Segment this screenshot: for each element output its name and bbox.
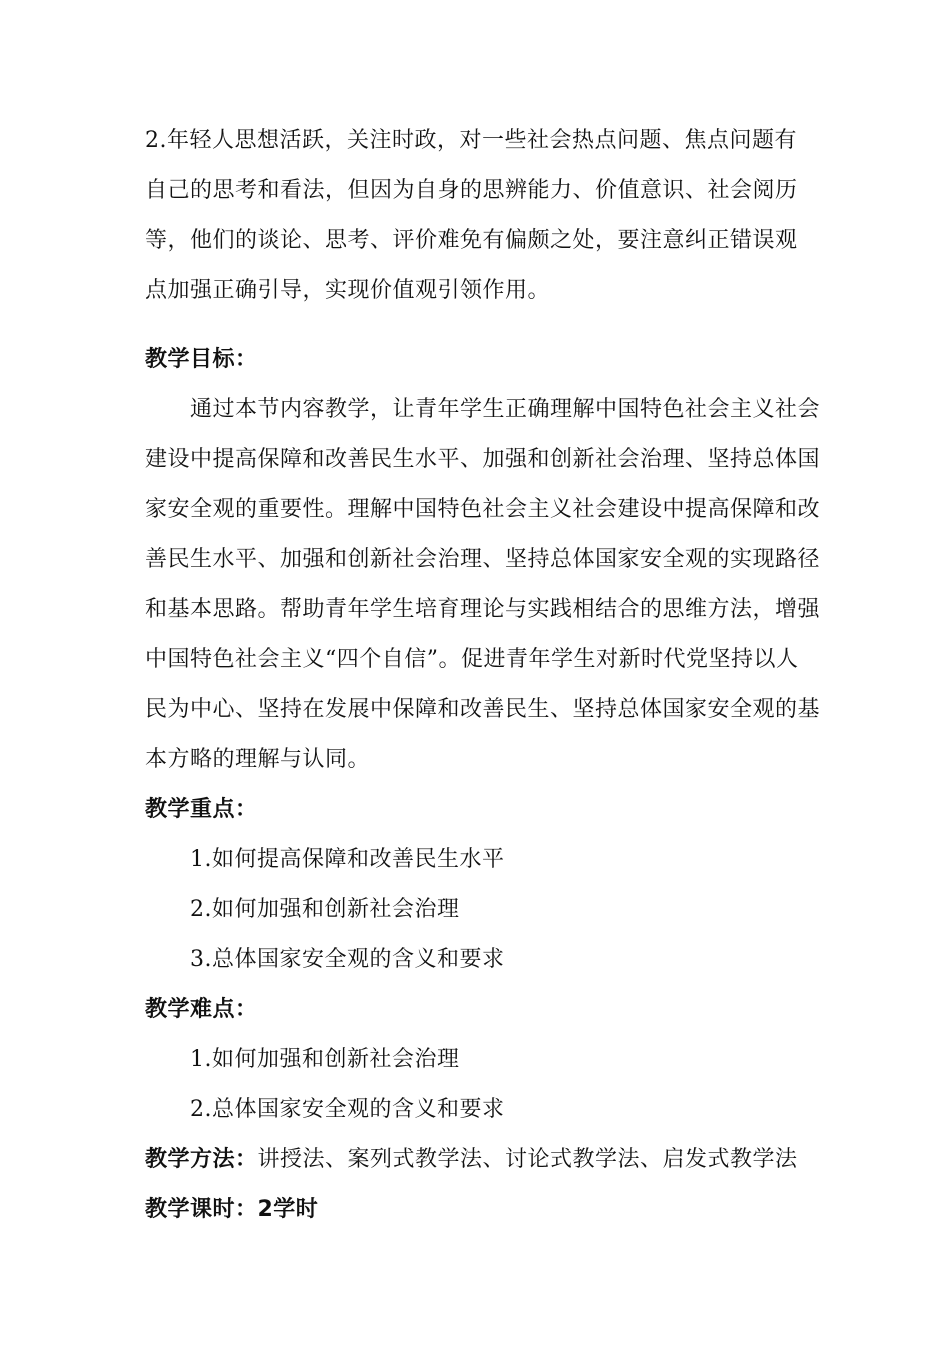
objectives-line: 中国特色社会主义“四个自信”。促进青年学生对新时代党坚持以人 — [145, 647, 799, 672]
methods-label: 教学方法： — [145, 1147, 258, 1172]
difficulty-item: 2.总体国家安全观的含义和要求 — [190, 1097, 505, 1122]
methods-line — [145, 1145, 798, 1175]
intro-line: 自己的思考和看法，但因为自身的思辨能力、价值意识、社会阅历 — [145, 178, 798, 203]
key-point-item: 3.总体国家安全观的含义和要求 — [190, 947, 505, 972]
difficulties-heading: 教学难点： — [145, 997, 258, 1022]
objectives-line: 家安全观的重要性。理解中国特色社会主义社会建设中提高保障和改 — [145, 497, 821, 522]
intro-line: 点加强正确引导，实现价值观引领作用。 — [145, 278, 551, 303]
key-point-item: 2.如何加强和创新社会治理 — [190, 897, 460, 922]
objectives-line: 和基本思路。帮助青年学生培育理论与实践相结合的思维方法，增强 — [145, 597, 821, 622]
key-point-item: 1.如何提高保障和改善民生水平 — [190, 847, 505, 872]
intro-line: 等，他们的谈论、思考、评价难免有偏颇之处，要注意纠正错误观 — [145, 228, 798, 253]
objectives-line: 民为中心、坚持在发展中保障和改善民生、坚持总体国家安全观的基 — [145, 697, 821, 722]
objectives-line: 建设中提高保障和改善民生水平、加强和创新社会治理、坚持总体国 — [145, 447, 821, 472]
objectives-heading: 教学目标： — [145, 347, 258, 372]
objectives-line: 本方略的理解与认同。 — [145, 747, 371, 772]
intro-line: 2.年轻人思想活跃，关注时政，对一些社会热点问题、焦点问题有 — [145, 128, 797, 153]
objectives-line: 善民生水平、加强和创新社会治理、坚持总体国家安全观的实现路径 — [145, 547, 821, 572]
objectives-line: 通过本节内容教学，让青年学生正确理解中国特色社会主义社会 — [190, 397, 821, 422]
hours-line: 教学课时：2学时 — [145, 1197, 319, 1222]
difficulty-item: 1.如何加强和创新社会治理 — [190, 1047, 460, 1072]
key-points-heading: 教学重点： — [145, 797, 258, 822]
methods-value: 讲授法、案列式教学法、讨论式教学法、启发式教学法 — [257, 1147, 798, 1172]
